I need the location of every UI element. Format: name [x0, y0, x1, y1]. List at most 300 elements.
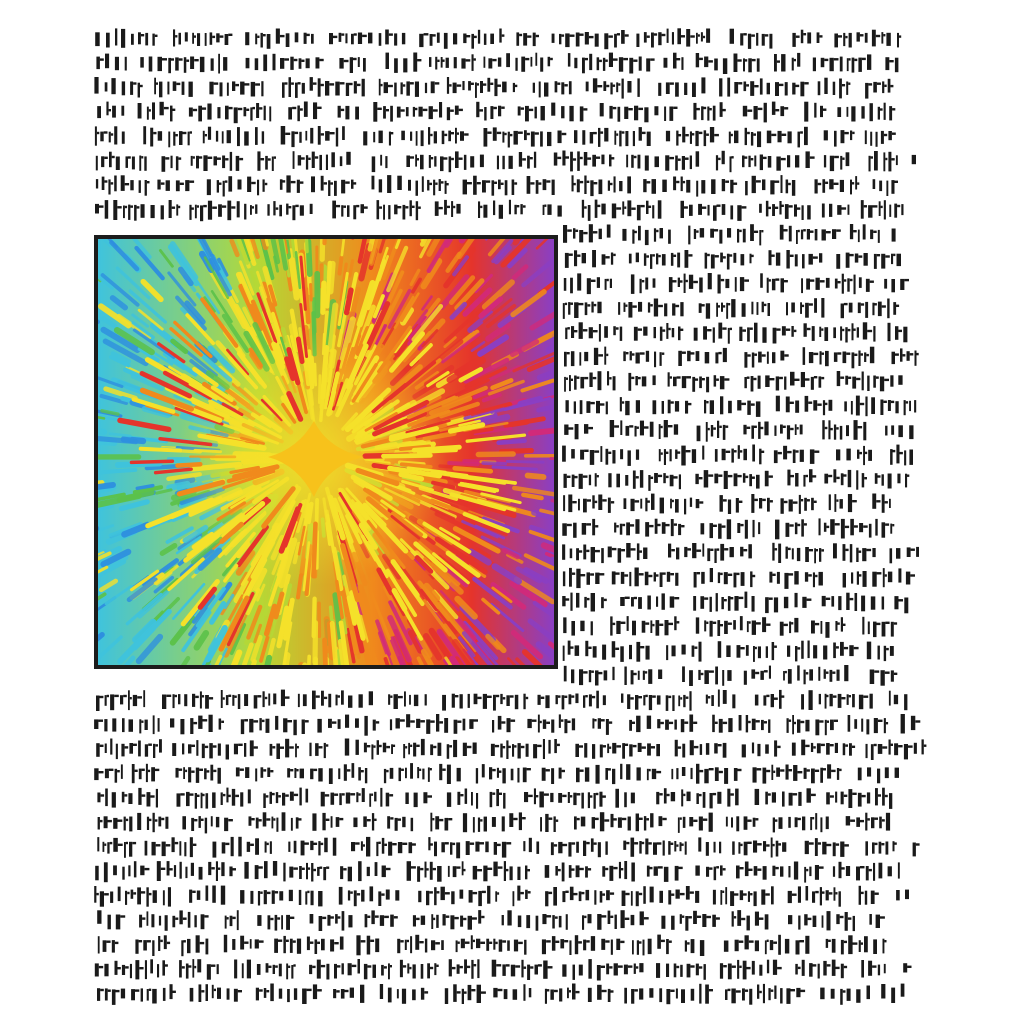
illegible-glyph-stroke	[904, 694, 907, 710]
illegible-glyph-stroke	[192, 207, 194, 209]
illegible-glyph-stroke	[754, 85, 758, 87]
illegible-glyph-stroke	[867, 642, 871, 660]
illegible-glyph-stroke	[226, 695, 229, 705]
illegible-glyph-stroke	[161, 182, 165, 184]
illegible-glyph-stroke	[891, 158, 894, 160]
illegible-glyph-stroke	[149, 893, 152, 895]
illegible-glyph-stroke	[795, 523, 798, 535]
illegible-glyph-stroke	[328, 719, 332, 728]
illegible-glyph-stroke	[853, 916, 855, 931]
illegible-glyph-stroke	[445, 988, 448, 1004]
illegible-glyph-stroke	[788, 669, 792, 684]
illegible-glyph-stroke	[325, 131, 330, 141]
illegible-glyph-stroke	[742, 988, 745, 1000]
illegible-glyph-stroke	[390, 965, 392, 967]
illegible-glyph-stroke	[836, 843, 839, 845]
illegible-glyph-stroke	[128, 156, 131, 158]
illegible-glyph-stroke	[829, 494, 831, 510]
illegible-glyph-stroke	[662, 353, 665, 355]
illegible-glyph-stroke	[802, 817, 805, 831]
illegible-glyph-stroke	[176, 768, 179, 778]
illegible-glyph-stroke	[321, 176, 324, 191]
illegible-glyph-stroke	[689, 817, 693, 826]
illegible-glyph-stroke	[400, 940, 403, 942]
illegible-glyph-stroke	[728, 500, 731, 515]
illegible-glyph-stroke	[846, 253, 850, 268]
illegible-glyph-stroke	[847, 278, 849, 291]
illegible-glyph-stroke	[710, 597, 712, 612]
illegible-glyph-stroke	[743, 473, 746, 483]
illegible-glyph-stroke	[538, 182, 541, 184]
illegible-glyph-stroke	[540, 131, 543, 146]
illegible-glyph-stroke	[385, 156, 387, 168]
illegible-glyph-stroke	[255, 58, 259, 70]
illegible-glyph-stroke	[656, 963, 660, 978]
illegible-glyph-stroke	[795, 155, 799, 167]
illegible-glyph-stroke	[699, 132, 703, 134]
illegible-glyph-stroke	[421, 964, 424, 979]
illegible-glyph-stroke	[618, 302, 620, 315]
illegible-glyph-stroke	[280, 35, 285, 37]
illegible-glyph-stroke	[888, 79, 891, 93]
illegible-glyph-stroke	[651, 33, 654, 48]
illegible-glyph-stroke	[107, 695, 109, 697]
illegible-glyph-stroke	[464, 959, 467, 973]
illegible-glyph-stroke	[147, 181, 150, 183]
illegible-glyph-stroke	[697, 108, 700, 110]
illegible-glyph-stroke	[153, 132, 156, 134]
illegible-glyph-stroke	[719, 719, 723, 733]
illegible-glyph-stroke	[881, 131, 884, 144]
illegible-glyph-stroke	[775, 548, 778, 550]
illegible-glyph-stroke	[678, 159, 681, 161]
illegible-glyph-stroke	[743, 106, 747, 117]
illegible-glyph-stroke	[562, 695, 565, 709]
illegible-glyph-stroke	[351, 34, 354, 45]
illegible-glyph-stroke	[430, 34, 433, 46]
illegible-glyph-stroke	[792, 548, 794, 559]
illegible-glyph-stroke	[749, 940, 754, 942]
illegible-glyph-stroke	[810, 449, 815, 464]
illegible-glyph-stroke	[116, 990, 120, 992]
illegible-glyph-stroke	[872, 572, 876, 587]
illegible-glyph-stroke	[463, 918, 466, 920]
illegible-glyph-stroke	[723, 690, 727, 704]
illegible-glyph-stroke	[256, 988, 259, 1001]
illegible-glyph-stroke	[751, 426, 754, 439]
illegible-glyph-stroke	[503, 697, 506, 699]
illegible-glyph-stroke	[305, 842, 309, 844]
illegible-glyph-stroke	[431, 914, 433, 929]
illegible-glyph-stroke	[820, 988, 824, 1000]
illegible-glyph-stroke	[780, 622, 784, 636]
illegible-glyph-stroke	[585, 695, 588, 697]
illegible-glyph-stroke	[541, 697, 545, 699]
illegible-glyph-stroke	[629, 572, 631, 586]
illegible-glyph-stroke	[620, 524, 623, 535]
illegible-glyph-stroke	[129, 719, 134, 731]
illegible-glyph-stroke	[509, 813, 513, 827]
illegible-glyph-stroke	[770, 180, 774, 194]
illegible-glyph-stroke	[606, 402, 608, 415]
illegible-glyph-stroke	[573, 523, 577, 538]
illegible-glyph-stroke	[716, 155, 718, 170]
illegible-glyph-stroke	[805, 547, 809, 562]
illegible-glyph-stroke	[701, 180, 705, 193]
illegible-glyph-stroke	[294, 59, 298, 61]
illegible-glyph-stroke	[122, 81, 125, 95]
illegible-glyph-stroke	[759, 965, 762, 976]
illegible-glyph-stroke	[711, 179, 715, 194]
illegible-glyph-stroke	[754, 499, 758, 501]
illegible-glyph-stroke	[360, 985, 364, 1003]
illegible-glyph-stroke	[430, 720, 435, 722]
illegible-glyph-stroke	[804, 914, 807, 925]
illegible-glyph-stroke	[225, 34, 229, 45]
illegible-glyph-stroke	[416, 181, 419, 196]
illegible-glyph-stroke	[337, 965, 340, 967]
illegible-glyph-stroke	[898, 425, 903, 437]
illegible-glyph-stroke	[554, 739, 557, 753]
illegible-glyph-stroke	[411, 818, 414, 831]
illegible-glyph-stroke	[312, 691, 316, 710]
illegible-glyph-stroke	[633, 60, 637, 62]
illegible-glyph-stroke	[793, 501, 798, 503]
illegible-glyph-stroke	[276, 744, 280, 760]
illegible-glyph-stroke	[433, 109, 438, 111]
illegible-glyph-stroke	[624, 303, 626, 312]
illegible-glyph-stroke	[853, 230, 857, 232]
illegible-glyph-stroke	[877, 572, 882, 574]
illegible-glyph-stroke	[666, 645, 668, 660]
illegible-glyph-stroke	[373, 745, 375, 747]
illegible-glyph-stroke	[804, 670, 806, 685]
illegible-glyph-stroke	[885, 672, 890, 674]
illegible-glyph-stroke	[779, 84, 783, 86]
illegible-glyph-stroke	[514, 940, 518, 952]
illegible-glyph-stroke	[114, 176, 117, 192]
illegible-glyph-stroke	[855, 176, 857, 189]
illegible-glyph-stroke	[556, 820, 559, 822]
illegible-glyph-stroke	[492, 720, 494, 733]
illegible-glyph-stroke	[872, 548, 875, 557]
illegible-glyph-stroke	[429, 106, 433, 119]
illegible-glyph-stroke	[708, 205, 710, 216]
illegible-glyph-stroke	[513, 818, 517, 820]
illegible-glyph-stroke	[240, 792, 243, 806]
illegible-glyph-stroke	[607, 371, 609, 385]
illegible-glyph-stroke	[252, 206, 254, 208]
illegible-glyph-stroke	[682, 376, 686, 388]
illegible-glyph-stroke	[862, 372, 864, 391]
illegible-glyph-stroke	[825, 622, 829, 638]
illegible-glyph-stroke	[584, 743, 587, 758]
illegible-glyph-stroke	[430, 768, 432, 770]
illegible-glyph-stroke	[852, 182, 854, 184]
illegible-glyph-stroke	[513, 989, 518, 1000]
illegible-glyph-stroke	[710, 549, 713, 551]
illegible-glyph-stroke	[493, 127, 497, 140]
illegible-glyph-stroke	[244, 743, 246, 757]
illegible-glyph-stroke	[640, 911, 644, 925]
illegible-glyph-stroke	[321, 792, 325, 807]
illegible-glyph-stroke	[650, 867, 653, 869]
illegible-glyph-stroke	[858, 351, 860, 367]
illegible-glyph-stroke	[878, 744, 883, 754]
illegible-glyph-stroke	[209, 743, 213, 758]
illegible-glyph-stroke	[666, 524, 670, 526]
illegible-glyph-stroke	[348, 890, 350, 900]
illegible-glyph-stroke	[608, 911, 611, 924]
illegible-glyph-stroke	[773, 960, 777, 975]
illegible-glyph-stroke	[906, 572, 910, 585]
illegible-glyph-stroke	[437, 866, 442, 882]
illegible-glyph-stroke	[504, 133, 506, 135]
illegible-glyph-stroke	[313, 102, 317, 119]
illegible-glyph-stroke	[833, 327, 836, 338]
illegible-glyph-stroke	[900, 279, 904, 290]
illegible-glyph-stroke	[670, 82, 674, 84]
illegible-glyph-stroke	[773, 844, 775, 846]
illegible-glyph-stroke	[695, 866, 699, 876]
illegible-glyph-stroke	[712, 715, 715, 732]
illegible-glyph-stroke	[780, 769, 784, 771]
illegible-glyph-stroke	[284, 58, 289, 60]
illegible-glyph-stroke	[691, 352, 695, 354]
illegible-glyph-stroke	[768, 207, 771, 209]
illegible-glyph-stroke	[117, 206, 121, 208]
illegible-glyph-stroke	[787, 470, 790, 486]
illegible-glyph-stroke	[342, 126, 345, 140]
illegible-glyph-stroke	[279, 989, 282, 999]
illegible-glyph-stroke	[848, 83, 850, 85]
illegible-glyph-stroke	[747, 916, 750, 931]
illegible-glyph-stroke	[717, 205, 721, 207]
illegible-glyph-stroke	[689, 275, 693, 289]
illegible-glyph-stroke	[188, 912, 191, 928]
illegible-glyph-stroke	[434, 131, 437, 143]
illegible-glyph-stroke	[584, 352, 588, 361]
illegible-glyph-stroke	[509, 746, 511, 748]
illegible-glyph-stroke	[414, 793, 418, 808]
illegible-glyph-stroke	[267, 843, 269, 845]
illegible-glyph-stroke	[114, 126, 117, 144]
illegible-glyph-stroke	[753, 520, 755, 537]
illegible-glyph-stroke	[588, 647, 591, 649]
illegible-glyph-stroke	[522, 158, 526, 160]
illegible-glyph-stroke	[206, 984, 209, 1001]
illegible-glyph-stroke	[418, 891, 421, 902]
illegible-glyph-stroke	[191, 863, 194, 876]
illegible-glyph-stroke	[844, 647, 848, 649]
illegible-glyph-stroke	[720, 376, 725, 389]
illegible-glyph-stroke	[497, 768, 499, 778]
illegible-glyph-stroke	[320, 867, 323, 869]
illegible-glyph-stroke	[696, 617, 699, 633]
illegible-glyph-stroke	[384, 82, 388, 93]
illegible-glyph-stroke	[889, 499, 891, 508]
illegible-glyph-stroke	[755, 912, 759, 926]
illegible-glyph-stroke	[484, 817, 487, 832]
illegible-glyph-stroke	[297, 106, 300, 122]
illegible-glyph-stroke	[185, 180, 189, 191]
illegible-glyph-stroke	[655, 156, 660, 167]
illegible-glyph-stroke	[388, 85, 393, 87]
illegible-glyph-stroke	[208, 157, 213, 159]
illegible-glyph-stroke	[588, 868, 591, 870]
illegible-glyph-stroke	[860, 403, 864, 405]
illegible-glyph-stroke	[527, 35, 531, 37]
illegible-glyph-stroke	[739, 715, 742, 731]
illegible-glyph-stroke	[339, 818, 343, 820]
illegible-glyph-stroke	[899, 35, 901, 37]
illegible-glyph-stroke	[819, 866, 824, 868]
illegible-glyph-stroke	[255, 939, 259, 948]
illegible-glyph-stroke	[394, 83, 397, 97]
illegible-glyph-stroke	[684, 499, 686, 515]
illegible-glyph-stroke	[311, 863, 313, 882]
illegible-glyph-stroke	[737, 229, 739, 243]
illegible-glyph-stroke	[255, 769, 257, 782]
illegible-glyph-stroke	[100, 820, 103, 822]
illegible-glyph-stroke	[345, 106, 349, 120]
illegible-glyph-stroke	[478, 891, 482, 906]
illegible-glyph-stroke	[391, 132, 393, 134]
illegible-glyph-stroke	[583, 232, 587, 234]
illegible-glyph-stroke	[844, 132, 848, 134]
illegible-glyph-stroke	[886, 722, 888, 724]
illegible-glyph-stroke	[821, 328, 823, 330]
illegible-glyph-stroke	[886, 842, 889, 855]
illegible-glyph-stroke	[214, 156, 218, 165]
illegible-glyph-stroke	[681, 989, 685, 1003]
illegible-glyph-stroke	[406, 107, 409, 116]
illegible-glyph-stroke	[226, 745, 229, 760]
illegible-glyph-stroke	[286, 964, 288, 980]
illegible-glyph-stroke	[534, 788, 536, 804]
illegible-glyph-stroke	[843, 990, 846, 992]
illegible-glyph-stroke	[868, 622, 870, 635]
illegible-glyph-stroke	[591, 280, 596, 282]
illegible-glyph-stroke	[639, 550, 642, 552]
illegible-glyph-stroke	[829, 400, 833, 411]
illegible-glyph-stroke	[896, 890, 900, 900]
illegible-glyph-stroke	[844, 474, 847, 476]
illegible-glyph-stroke	[723, 965, 727, 967]
illegible-glyph-stroke	[640, 470, 643, 488]
illegible-glyph-stroke	[894, 622, 897, 624]
illegible-glyph-stroke	[807, 229, 810, 240]
illegible-glyph-stroke	[621, 910, 625, 928]
illegible-glyph-stroke	[206, 886, 209, 901]
illegible-glyph-stroke	[435, 201, 439, 216]
illegible-glyph-stroke	[708, 696, 710, 698]
illegible-glyph-stroke	[315, 156, 318, 158]
illegible-glyph-stroke	[802, 305, 804, 307]
illegible-glyph-stroke	[579, 322, 583, 339]
illegible-glyph-stroke	[405, 793, 408, 805]
illegible-glyph-stroke	[672, 695, 674, 711]
illegible-glyph-stroke	[141, 721, 143, 723]
illegible-glyph-stroke	[492, 180, 495, 195]
illegible-glyph-stroke	[804, 867, 806, 883]
illegible-glyph-stroke	[800, 302, 802, 314]
illegible-glyph-stroke	[292, 107, 296, 109]
illegible-glyph-stroke	[139, 180, 141, 193]
illegible-glyph-stroke	[457, 991, 461, 993]
burst-streak	[311, 285, 312, 300]
illegible-glyph-stroke	[281, 915, 283, 929]
illegible-glyph-stroke	[626, 522, 630, 535]
illegible-glyph-stroke	[865, 302, 868, 318]
illegible-glyph-stroke	[311, 34, 314, 44]
illegible-glyph-stroke	[367, 965, 371, 967]
illegible-glyph-stroke	[396, 718, 400, 728]
illegible-glyph-stroke	[591, 547, 595, 562]
illegible-glyph-stroke	[230, 152, 232, 171]
illegible-glyph-stroke	[557, 83, 560, 85]
illegible-glyph-stroke	[670, 990, 674, 992]
illegible-glyph-stroke	[479, 109, 483, 111]
illegible-glyph-stroke	[616, 939, 620, 950]
illegible-glyph-stroke	[344, 764, 347, 781]
illegible-glyph-stroke	[679, 134, 682, 136]
illegible-glyph-stroke	[317, 989, 322, 991]
illegible-glyph-stroke	[175, 57, 179, 70]
illegible-glyph-stroke	[125, 891, 127, 905]
illegible-glyph-stroke	[180, 862, 182, 879]
illegible-glyph-stroke	[636, 450, 639, 460]
illegible-glyph-stroke	[917, 353, 919, 355]
illegible-glyph-stroke	[601, 597, 604, 608]
illegible-glyph-stroke	[293, 964, 295, 966]
illegible-glyph-stroke	[622, 79, 624, 99]
illegible-glyph-stroke	[180, 183, 184, 185]
illegible-glyph-stroke	[728, 574, 732, 576]
illegible-glyph-stroke	[753, 378, 756, 380]
illegible-glyph-stroke	[348, 696, 352, 708]
illegible-glyph-stroke	[624, 965, 628, 975]
illegible-glyph-stroke	[745, 990, 748, 992]
illegible-glyph-stroke	[582, 253, 586, 263]
illegible-glyph-stroke	[830, 670, 833, 682]
illegible-glyph-stroke	[504, 861, 506, 881]
illegible-glyph-stroke	[838, 622, 840, 624]
illegible-glyph-stroke	[484, 34, 487, 45]
illegible-glyph-stroke	[785, 204, 789, 219]
illegible-glyph-stroke	[585, 302, 588, 315]
illegible-glyph-stroke	[494, 79, 497, 96]
illegible-glyph-stroke	[872, 30, 876, 47]
illegible-glyph-stroke	[94, 719, 98, 729]
illegible-glyph-stroke	[831, 428, 833, 430]
illegible-glyph-stroke	[903, 963, 907, 972]
illegible-glyph-stroke	[145, 868, 150, 870]
illegible-glyph-stroke	[411, 866, 416, 868]
illegible-glyph-stroke	[529, 838, 532, 852]
illegible-glyph-stroke	[388, 963, 390, 979]
illegible-glyph-stroke	[636, 814, 639, 832]
illegible-glyph-stroke	[692, 133, 694, 135]
illegible-glyph-stroke	[589, 224, 593, 242]
illegible-glyph-stroke	[594, 450, 599, 452]
illegible-glyph-stroke	[502, 915, 504, 925]
illegible-glyph-stroke	[587, 598, 590, 600]
illegible-glyph-stroke	[600, 573, 605, 575]
illegible-glyph-stroke	[265, 156, 268, 170]
illegible-glyph-stroke	[326, 744, 328, 746]
illegible-glyph-stroke	[591, 936, 595, 951]
